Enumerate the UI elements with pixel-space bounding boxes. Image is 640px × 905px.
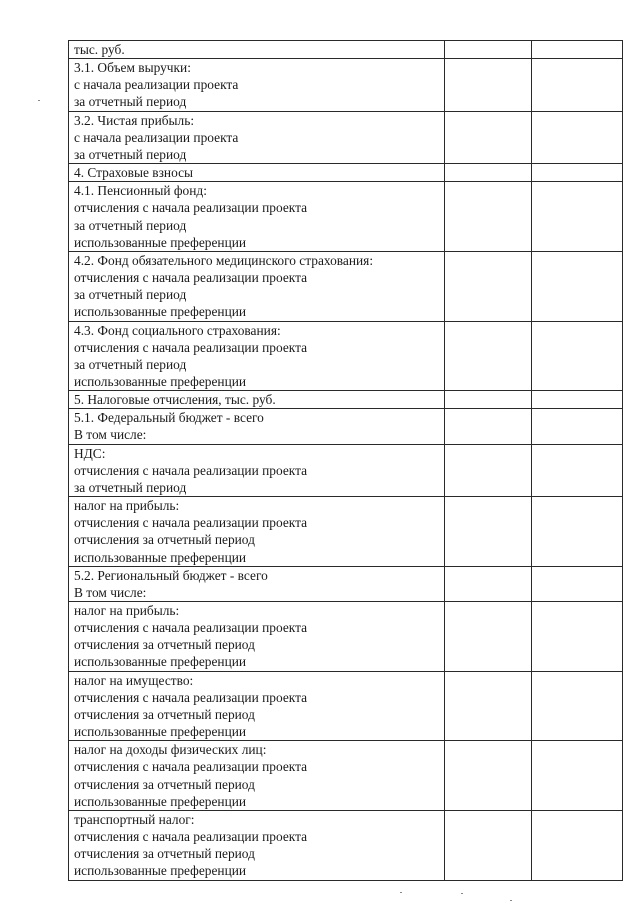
table-row [69,182,623,252]
row-label-line: 5.1. Федеральный бюджет - всего [74,410,264,426]
report-table [68,40,623,881]
row-label-line: 4.1. Пенсионный фонд: [74,183,207,199]
row-label-line: за отчетный период [74,356,187,372]
row-label-cell [69,164,445,182]
row-label-line: транспортный налог: [74,811,195,827]
row-label-line: В том числе: [74,584,147,600]
row-label-line: 4. Страховые взносы [74,165,194,181]
row-label-line: использованные преференции [74,724,247,740]
row-label-line: В том числе: [74,427,147,443]
value-cell [532,566,623,601]
row-label-line: тыс. руб. [74,42,125,57]
row-label-cell [69,391,445,409]
row-label-cell [69,111,445,163]
row-label-line: 3.1. Объем выручки: [74,60,191,76]
row-label-line: использованные преференции [74,304,247,320]
value-cell [532,602,623,672]
row-label-line: 5. Налоговые отчисления, тыс. руб. [74,392,276,408]
row-label-line: отчисления с начала реализации проекта [74,339,308,355]
row-label-line: 4.3. Фонд социального страхования: [74,322,281,338]
table-row [69,59,623,111]
value-cell [445,741,532,811]
table-row [69,164,623,182]
value-cell [532,321,623,391]
row-label-line: с начала реализации проекта [74,129,239,145]
value-cell [445,182,532,252]
value-cell [532,741,623,811]
value-cell [532,251,623,321]
table-row [69,497,623,567]
value-cell [445,321,532,391]
value-cell [445,602,532,672]
row-label-line: использованные преференции [74,793,247,809]
value-cell [445,164,532,182]
table-row [69,602,623,672]
row-label-line: отчисления за отчетный период [74,532,255,548]
table-row [69,741,623,811]
row-label-line: отчисления с начала реализации проекта [74,759,308,775]
value-cell [445,41,532,59]
table-row [69,391,623,409]
value-cell [445,251,532,321]
row-label-line: с начала реализации проекта [74,77,239,93]
row-label-line: за отчетный период [74,94,187,110]
row-label-line: отчисления с начала реализации проекта [74,270,308,286]
value-cell [445,59,532,111]
value-cell [532,409,623,444]
row-label-cell [69,444,445,496]
value-cell [532,41,623,59]
row-label-cell [69,182,445,252]
row-label-cell [69,59,445,111]
table-row [69,409,623,444]
row-label-line: отчисления за отчетный период [74,776,255,792]
table-row [69,444,623,496]
row-label-cell [69,409,445,444]
row-label-line: использованные преференции [74,373,247,389]
row-label-line: за отчетный период [74,287,187,303]
row-label-line: за отчетный период [74,146,187,162]
value-cell [445,671,532,741]
row-label-line: отчисления с начала реализации проекта [74,689,308,705]
row-label-line: использованные преференции [74,654,247,670]
row-label-line: за отчетный период [74,479,187,495]
row-label-line: налог на доходы физических лиц: [74,742,267,758]
row-label-line: отчисления за отчетный период [74,846,255,862]
row-label-line: налог на прибыль: [74,498,180,514]
table-row [69,321,623,391]
scan-speck [38,100,40,101]
row-label-line: отчисления с начала реализации проекта [74,620,308,636]
scan-speck [510,900,512,901]
value-cell [532,810,623,880]
scan-speck [461,893,463,894]
row-label-cell [69,251,445,321]
row-label-cell [69,497,445,567]
value-cell [532,111,623,163]
row-label-cell [69,321,445,391]
row-label-cell [69,566,445,601]
value-cell [445,810,532,880]
row-label-cell [69,671,445,741]
table-row [69,111,623,163]
row-label-line: 3.2. Чистая прибыль: [74,112,195,128]
row-label-line: отчисления с начала реализации проекта [74,462,308,478]
table-row [69,810,623,880]
value-cell [445,409,532,444]
row-label-line: отчисления с начала реализации проекта [74,515,308,531]
value-cell [532,182,623,252]
value-cell [532,391,623,409]
value-cell [532,444,623,496]
value-cell [445,566,532,601]
row-label-line: отчисления за отчетный период [74,706,255,722]
table-row [69,41,623,59]
table-row [69,671,623,741]
row-label-line: 4.2. Фонд обязательного медицинского страхования: [74,252,374,268]
value-cell [532,671,623,741]
value-cell [532,164,623,182]
row-label-line: использованные преференции [74,234,247,250]
row-label-cell [69,602,445,672]
value-cell [532,497,623,567]
row-label-line: НДС: [74,445,106,461]
value-cell [445,111,532,163]
row-label-line: использованные преференции [74,549,247,565]
row-label-cell [69,810,445,880]
table-row [69,251,623,321]
row-label-line: налог на прибыль: [74,603,180,618]
value-cell [445,497,532,567]
value-cell [445,391,532,409]
row-label-cell [69,741,445,811]
row-label-line: использованные преференции [74,863,247,879]
row-label-cell [69,41,445,59]
row-label-line: отчисления с начала реализации проекта [74,200,308,216]
table-row [69,566,623,601]
scan-speck [400,892,402,893]
value-cell [445,444,532,496]
row-label-line: за отчетный период [74,217,187,233]
row-label-line: отчисления за отчетный период [74,637,255,653]
row-label-line: 5.2. Региональный бюджет - всего [74,567,268,583]
row-label-line: отчисления с начала реализации проекта [74,829,308,845]
row-label-line: налог на имущество: [74,672,194,688]
value-cell [532,59,623,111]
